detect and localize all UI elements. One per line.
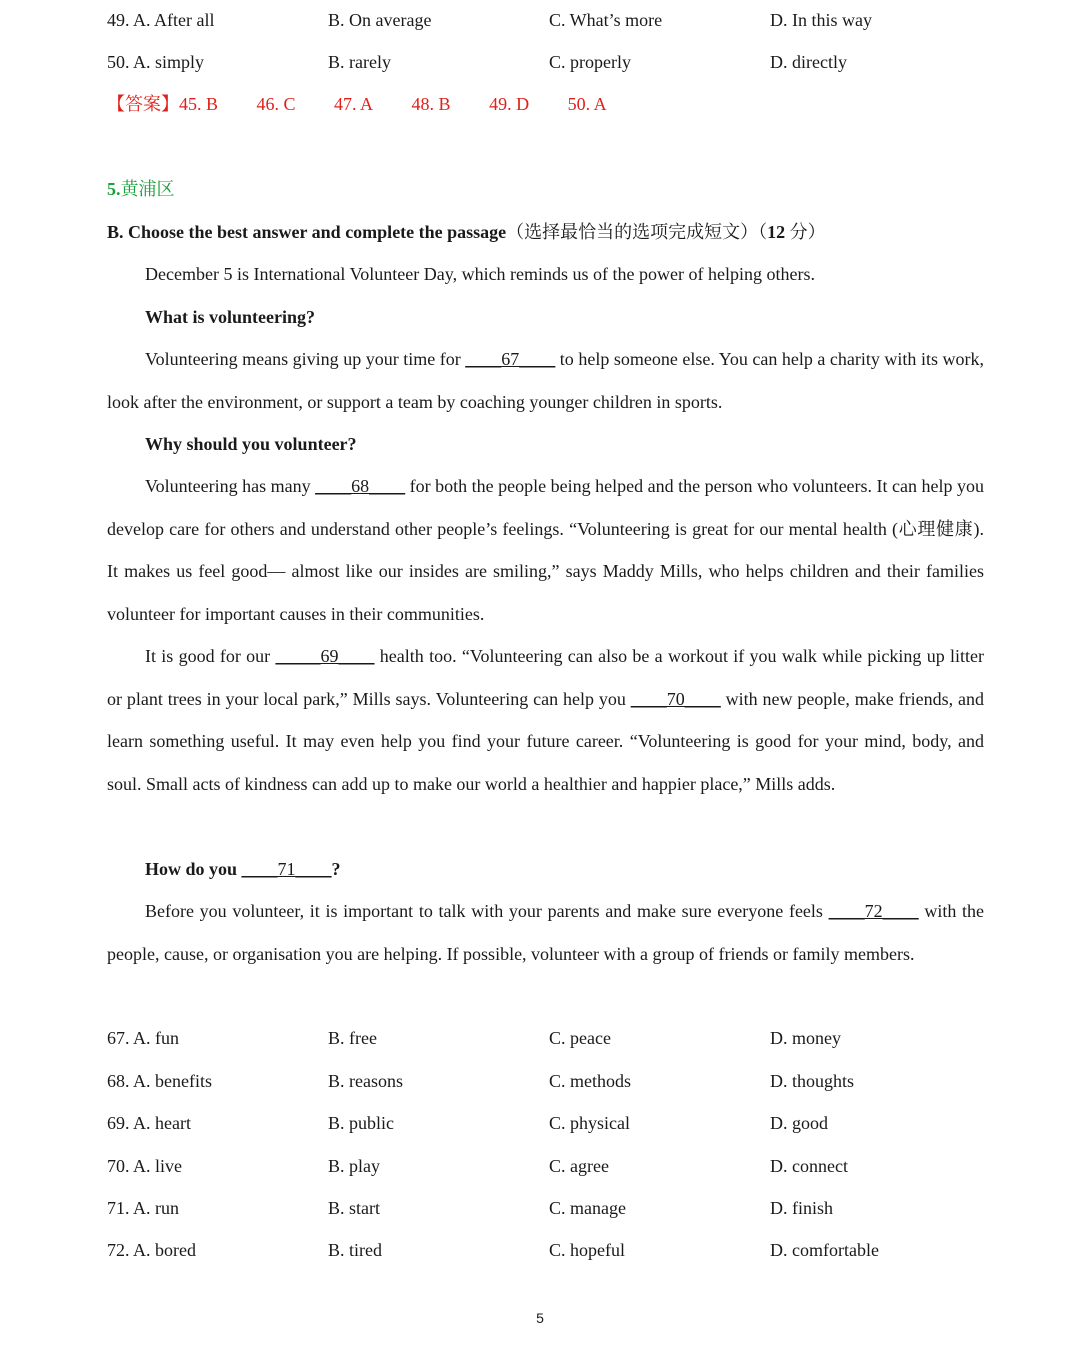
blank-70: ____70____ bbox=[630, 688, 721, 709]
option-b: B. reasons bbox=[328, 1071, 403, 1091]
text: for both the people being helped and the person who volunteers. It can help you develop care for others and understand other people’s feelings. “Volunteering is great for our mental health ( bbox=[107, 476, 985, 539]
score-number: 12 bbox=[767, 222, 786, 242]
option-b: B. rarely bbox=[328, 52, 391, 72]
blank-71: ____71____ bbox=[241, 859, 332, 879]
option-d: D. money bbox=[770, 1028, 841, 1048]
heading-how-do-you bbox=[145, 857, 341, 881]
passage-paragraph-4 bbox=[107, 890, 984, 975]
text: with the people, cause, or organisation you are helping. If possible, volunteer with a group of friends or family members. bbox=[107, 901, 984, 964]
text: health too. “Volunteering can also be a workout if you walk while picking up litter or plant trees in your local park,” Mills says. Volunteering can help you bbox=[107, 646, 984, 709]
text: ? bbox=[331, 859, 341, 879]
blank-72: ____72____ bbox=[828, 901, 919, 921]
text: Volunteering has many bbox=[145, 476, 316, 496]
blank-67: ____67____ bbox=[465, 349, 556, 369]
option-c: C. agree bbox=[549, 1156, 609, 1176]
option-c: C. manage bbox=[549, 1198, 626, 1218]
option-d: D. thoughts bbox=[770, 1071, 855, 1091]
option-c: C. hopeful bbox=[549, 1240, 625, 1260]
option-a: 69. A. heart bbox=[107, 1113, 191, 1133]
option-a: 71. A. run bbox=[107, 1198, 179, 1218]
option-d: D. In this way bbox=[770, 10, 872, 30]
option-d: D. connect bbox=[770, 1156, 848, 1176]
option-c: C. What’s more bbox=[549, 10, 663, 30]
answer-item: 47. A bbox=[334, 94, 374, 114]
section-instruction bbox=[107, 220, 984, 244]
option-d: D. finish bbox=[770, 1198, 833, 1218]
passage-paragraph-2 bbox=[107, 465, 984, 635]
text: ). It makes us feel good— almost like our insides are smiling,” says Maddy Mills, who helps children and their families volunteer for important causes in their communities. bbox=[107, 518, 985, 624]
blank-68: ____68____ bbox=[315, 476, 406, 496]
option-c: C. peace bbox=[549, 1028, 611, 1048]
answer-item: 49. D bbox=[489, 94, 530, 114]
option-d: D. good bbox=[770, 1113, 828, 1133]
section-district: 黄浦区 bbox=[120, 179, 175, 199]
text: Volunteering means giving up your time for bbox=[145, 349, 466, 369]
page-number: 5 bbox=[536, 1310, 544, 1326]
text: How do you bbox=[145, 859, 242, 879]
answer-key bbox=[107, 92, 984, 116]
instruction-en: B. Choose the best answer and complete the passage bbox=[107, 222, 507, 242]
section-title bbox=[107, 177, 984, 201]
option-c: C. properly bbox=[549, 52, 631, 72]
option-a: 49. A. After all bbox=[107, 10, 215, 30]
option-a: 50. A. simply bbox=[107, 52, 205, 72]
text: with new people, make friends, and learn something useful. It may even help you find your future career. “Volunteering is good for your mind, body, and soul. Small acts of kindness can add up to make our world a healthier and happier place,” Mills adds. bbox=[107, 688, 984, 794]
blank-69: _____69____ bbox=[275, 646, 375, 666]
answer-key-label: 【答案】45. B bbox=[107, 94, 219, 114]
heading-what-is-volunteering: What is volunteering? bbox=[145, 307, 316, 327]
text: Before you volunteer, it is important to talk with your parents and make sure everyone feels bbox=[145, 901, 829, 921]
option-a: 67. A. fun bbox=[107, 1028, 179, 1048]
answer-item: 46. C bbox=[256, 94, 296, 114]
option-b: B. On average bbox=[328, 10, 432, 30]
answer-item: 50. A bbox=[567, 94, 607, 114]
option-d: D. directly bbox=[770, 52, 847, 72]
intro-text: December 5 is International Volunteer Day, which reminds us of the power of helping others. bbox=[145, 264, 815, 284]
option-b: B. free bbox=[328, 1028, 377, 1048]
passage-paragraph-3 bbox=[107, 635, 984, 805]
option-a: 68. A. benefits bbox=[107, 1071, 212, 1091]
text: to help someone else. You can help a charity with its work, look after the environment, or support a team by coaching younger children in sports. bbox=[107, 349, 984, 412]
option-b: B. tired bbox=[328, 1240, 382, 1260]
text: It is good for our bbox=[145, 646, 276, 666]
option-c: C. physical bbox=[549, 1113, 630, 1133]
option-c: C. methods bbox=[549, 1071, 632, 1091]
option-b: B. public bbox=[328, 1113, 394, 1133]
option-a: 70. A. live bbox=[107, 1156, 182, 1176]
section-number: 5. bbox=[107, 179, 121, 199]
answer-item: 48. B bbox=[411, 94, 451, 114]
instruction-cn: （选择最恰当的选项完成短文）（ bbox=[506, 222, 768, 242]
option-b: B. start bbox=[328, 1198, 380, 1218]
passage-intro bbox=[107, 253, 984, 296]
option-b: B. play bbox=[328, 1156, 380, 1176]
option-a: 72. A. bored bbox=[107, 1240, 196, 1260]
chinese-gloss: 心理健康 bbox=[898, 518, 974, 539]
passage-paragraph-1 bbox=[107, 338, 984, 423]
option-d: D. comfortable bbox=[770, 1240, 879, 1260]
heading-why-volunteer: Why should you volunteer? bbox=[145, 434, 357, 454]
score-unit: 分） bbox=[785, 222, 826, 242]
